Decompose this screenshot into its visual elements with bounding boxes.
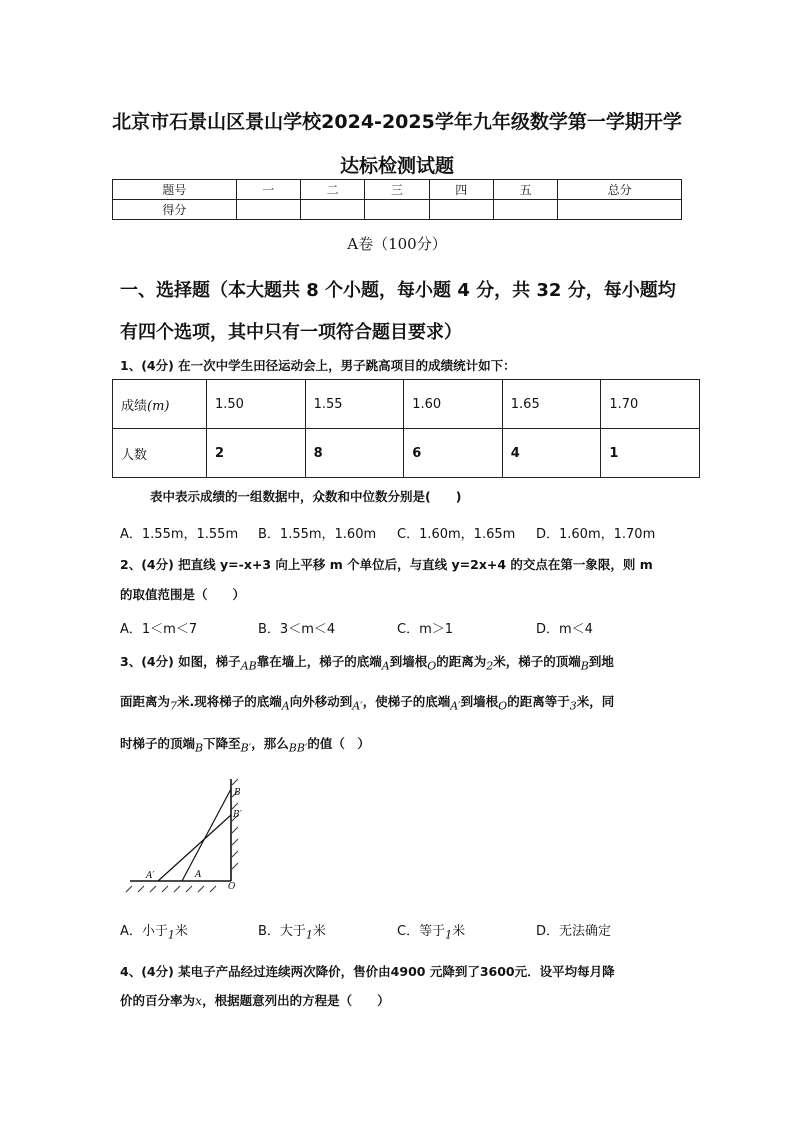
q2-option-a[interactable]: A．1＜m＜7 bbox=[120, 622, 198, 637]
q3-text: 面距离为 bbox=[120, 694, 171, 709]
q4-text: ，根据题意列出的方程是（ ） bbox=[202, 993, 390, 1008]
q3-var: B′ bbox=[240, 741, 252, 755]
q3-option-num: 1 bbox=[445, 928, 453, 942]
ground-hatch bbox=[126, 886, 216, 892]
score-blank[interactable] bbox=[300, 200, 364, 220]
q3-text: 到墙根 bbox=[460, 694, 499, 709]
q4-var: x bbox=[195, 993, 203, 1008]
score-table-score-row bbox=[113, 200, 682, 220]
q1-cell: 8 bbox=[305, 429, 404, 478]
ladder-ab bbox=[182, 789, 231, 881]
q3-text: 米.现将梯子的底端 bbox=[177, 694, 282, 709]
score-cell: 得分 bbox=[113, 200, 237, 220]
q3-text: ，使梯子的底端 bbox=[362, 694, 451, 709]
q4-text: 价的百分率为 bbox=[120, 993, 196, 1008]
q2-line2: 的取值范围是（ ） bbox=[120, 587, 246, 602]
q1-row-label bbox=[113, 380, 207, 429]
q1-text: 1、(4分) 在一次中学生田径运动会上，男子跳高项目的成绩统计如下： bbox=[120, 358, 516, 373]
ladder-figure bbox=[120, 775, 250, 895]
q1-data-table bbox=[112, 379, 700, 478]
q3-var: BB′ bbox=[288, 741, 308, 755]
q3-var: 3 bbox=[569, 699, 577, 713]
q3-line2 bbox=[120, 692, 614, 713]
q3-var: A bbox=[381, 659, 390, 673]
q1-row1-unit: (m) bbox=[147, 398, 170, 414]
q3-text: 向外移动到 bbox=[289, 694, 353, 709]
q1-cell: 1.50 bbox=[207, 380, 306, 429]
q3-var: B bbox=[195, 741, 204, 755]
q4-line2 bbox=[120, 991, 390, 1009]
label-b: B bbox=[234, 788, 241, 798]
q3-var: A′ bbox=[450, 699, 461, 713]
score-table bbox=[112, 179, 682, 220]
score-blank[interactable] bbox=[236, 200, 300, 220]
part1-heading-line2: 有四个选项，其中只有一项符合题目要求） bbox=[120, 322, 462, 343]
q3-text: 米，梯子的顶端 bbox=[493, 654, 581, 669]
q3-var: O bbox=[427, 659, 437, 673]
q3-text: 靠在墙上，梯子的底端 bbox=[256, 654, 382, 669]
q1-cell: 2 bbox=[207, 429, 306, 478]
score-cell: 题号 bbox=[113, 180, 237, 200]
q1-cell: 4 bbox=[502, 429, 601, 478]
q3-text: 下降至 bbox=[203, 736, 241, 751]
q3-option-c[interactable] bbox=[397, 920, 465, 942]
q3-option-text: D．无法确定 bbox=[536, 924, 612, 939]
q1-cell: 6 bbox=[404, 429, 503, 478]
label-a: A bbox=[195, 870, 202, 880]
score-cell: 五 bbox=[493, 180, 557, 200]
score-blank[interactable] bbox=[493, 200, 557, 220]
q3-text: 的距离为 bbox=[436, 654, 487, 669]
q3-option-text: A．小于 bbox=[120, 924, 168, 939]
score-blank[interactable] bbox=[365, 200, 429, 220]
q1-option-d[interactable]: D．1.60m，1.70m bbox=[536, 527, 656, 542]
part1-heading-line1: 一、选择题（本大题共 8 个小题，每小题 4 分，共 32 分，每小题均 bbox=[120, 280, 676, 301]
q3-line1 bbox=[120, 652, 614, 673]
q2-option-b[interactable]: B．3＜m＜4 bbox=[258, 622, 336, 637]
score-cell: 四 bbox=[429, 180, 493, 200]
q4-line1: 4、(4分) 某电子产品经过连续两次降价，售价由4900 元降到了3600元．设平均每月降 bbox=[120, 964, 615, 979]
q3-var: 2 bbox=[486, 659, 494, 673]
q1-cell: 1.70 bbox=[601, 380, 700, 429]
q2-line1: 2、(4分) 把直线 y=-x+3 向上平移 m 个单位后，与直线 y=2x+4 的交点在第一象限，则 m bbox=[120, 557, 653, 572]
score-blank[interactable] bbox=[429, 200, 493, 220]
q1-cell: 1.65 bbox=[502, 380, 601, 429]
q3-text: 到地 bbox=[588, 654, 614, 669]
score-cell: 三 bbox=[365, 180, 429, 200]
q3-option-text: B．大于 bbox=[258, 924, 306, 939]
q3-option-num: 1 bbox=[167, 928, 175, 942]
q3-text: 3、(4分) 如图，梯子 bbox=[120, 654, 241, 669]
q3-text: ，那么 bbox=[251, 736, 289, 751]
q1-row1-label: 成绩 bbox=[121, 398, 148, 414]
q1-option-a[interactable]: A．1.55m，1.55m bbox=[120, 527, 239, 542]
q3-var: A′ bbox=[352, 699, 363, 713]
q3-var: A bbox=[281, 699, 290, 713]
q3-var: B bbox=[580, 659, 589, 673]
q3-option-a[interactable] bbox=[120, 920, 188, 942]
q3-option-d[interactable] bbox=[536, 920, 611, 939]
label-a-prime: A′ bbox=[146, 871, 155, 881]
q1-table-row bbox=[113, 429, 700, 478]
label-o: O bbox=[228, 882, 236, 892]
q1-stem: 表中表示成绩的一组数据中，众数和中位数分别是( ) bbox=[150, 489, 462, 504]
exam-title-line2: 达标检测试题 bbox=[339, 155, 454, 177]
q1-option-b[interactable]: B．1.55m，1.60m bbox=[258, 527, 377, 542]
q1-row-label: 人数 bbox=[113, 429, 207, 478]
score-cell: 二 bbox=[300, 180, 364, 200]
score-table-header-row bbox=[113, 180, 682, 200]
q3-option-text: C．等于 bbox=[397, 924, 446, 939]
label-b-prime: B′ bbox=[233, 810, 242, 820]
q1-option-c[interactable]: C．1.60m，1.65m bbox=[397, 527, 516, 542]
q3-option-text: 米 bbox=[452, 924, 466, 939]
score-cell: 一 bbox=[236, 180, 300, 200]
q1-table-row bbox=[113, 380, 700, 429]
q3-text: 米，同 bbox=[576, 694, 615, 709]
q2-option-c[interactable]: C．m＞1 bbox=[397, 622, 454, 637]
q1-cell: 1.55 bbox=[305, 380, 404, 429]
q3-text: 时梯子的顶端 bbox=[120, 736, 196, 751]
q1-cell: 1.60 bbox=[404, 380, 503, 429]
q3-text: 的值（ ） bbox=[307, 736, 370, 751]
q3-var: 7 bbox=[170, 699, 178, 713]
q3-text: 的距离等于 bbox=[507, 694, 570, 709]
score-blank[interactable] bbox=[558, 200, 682, 220]
q2-option-d[interactable]: D．m＜4 bbox=[536, 622, 593, 637]
q3-option-num: 1 bbox=[305, 928, 313, 942]
section-a-title: A卷（100分） bbox=[347, 235, 447, 253]
q3-line3 bbox=[120, 734, 370, 755]
q3-var: O bbox=[498, 699, 508, 713]
q1-cell: 1 bbox=[601, 429, 700, 478]
score-cell: 总分 bbox=[558, 180, 682, 200]
q3-option-text: 米 bbox=[174, 924, 188, 939]
q3-option-b[interactable] bbox=[258, 920, 326, 942]
exam-title-line1: 北京市石景山区景山学校2024-2025学年九年级数学第一学期开学 bbox=[112, 111, 682, 133]
q3-var: AB bbox=[240, 659, 257, 673]
q3-option-text: 米 bbox=[312, 924, 326, 939]
q3-text: 到墙根 bbox=[389, 654, 428, 669]
